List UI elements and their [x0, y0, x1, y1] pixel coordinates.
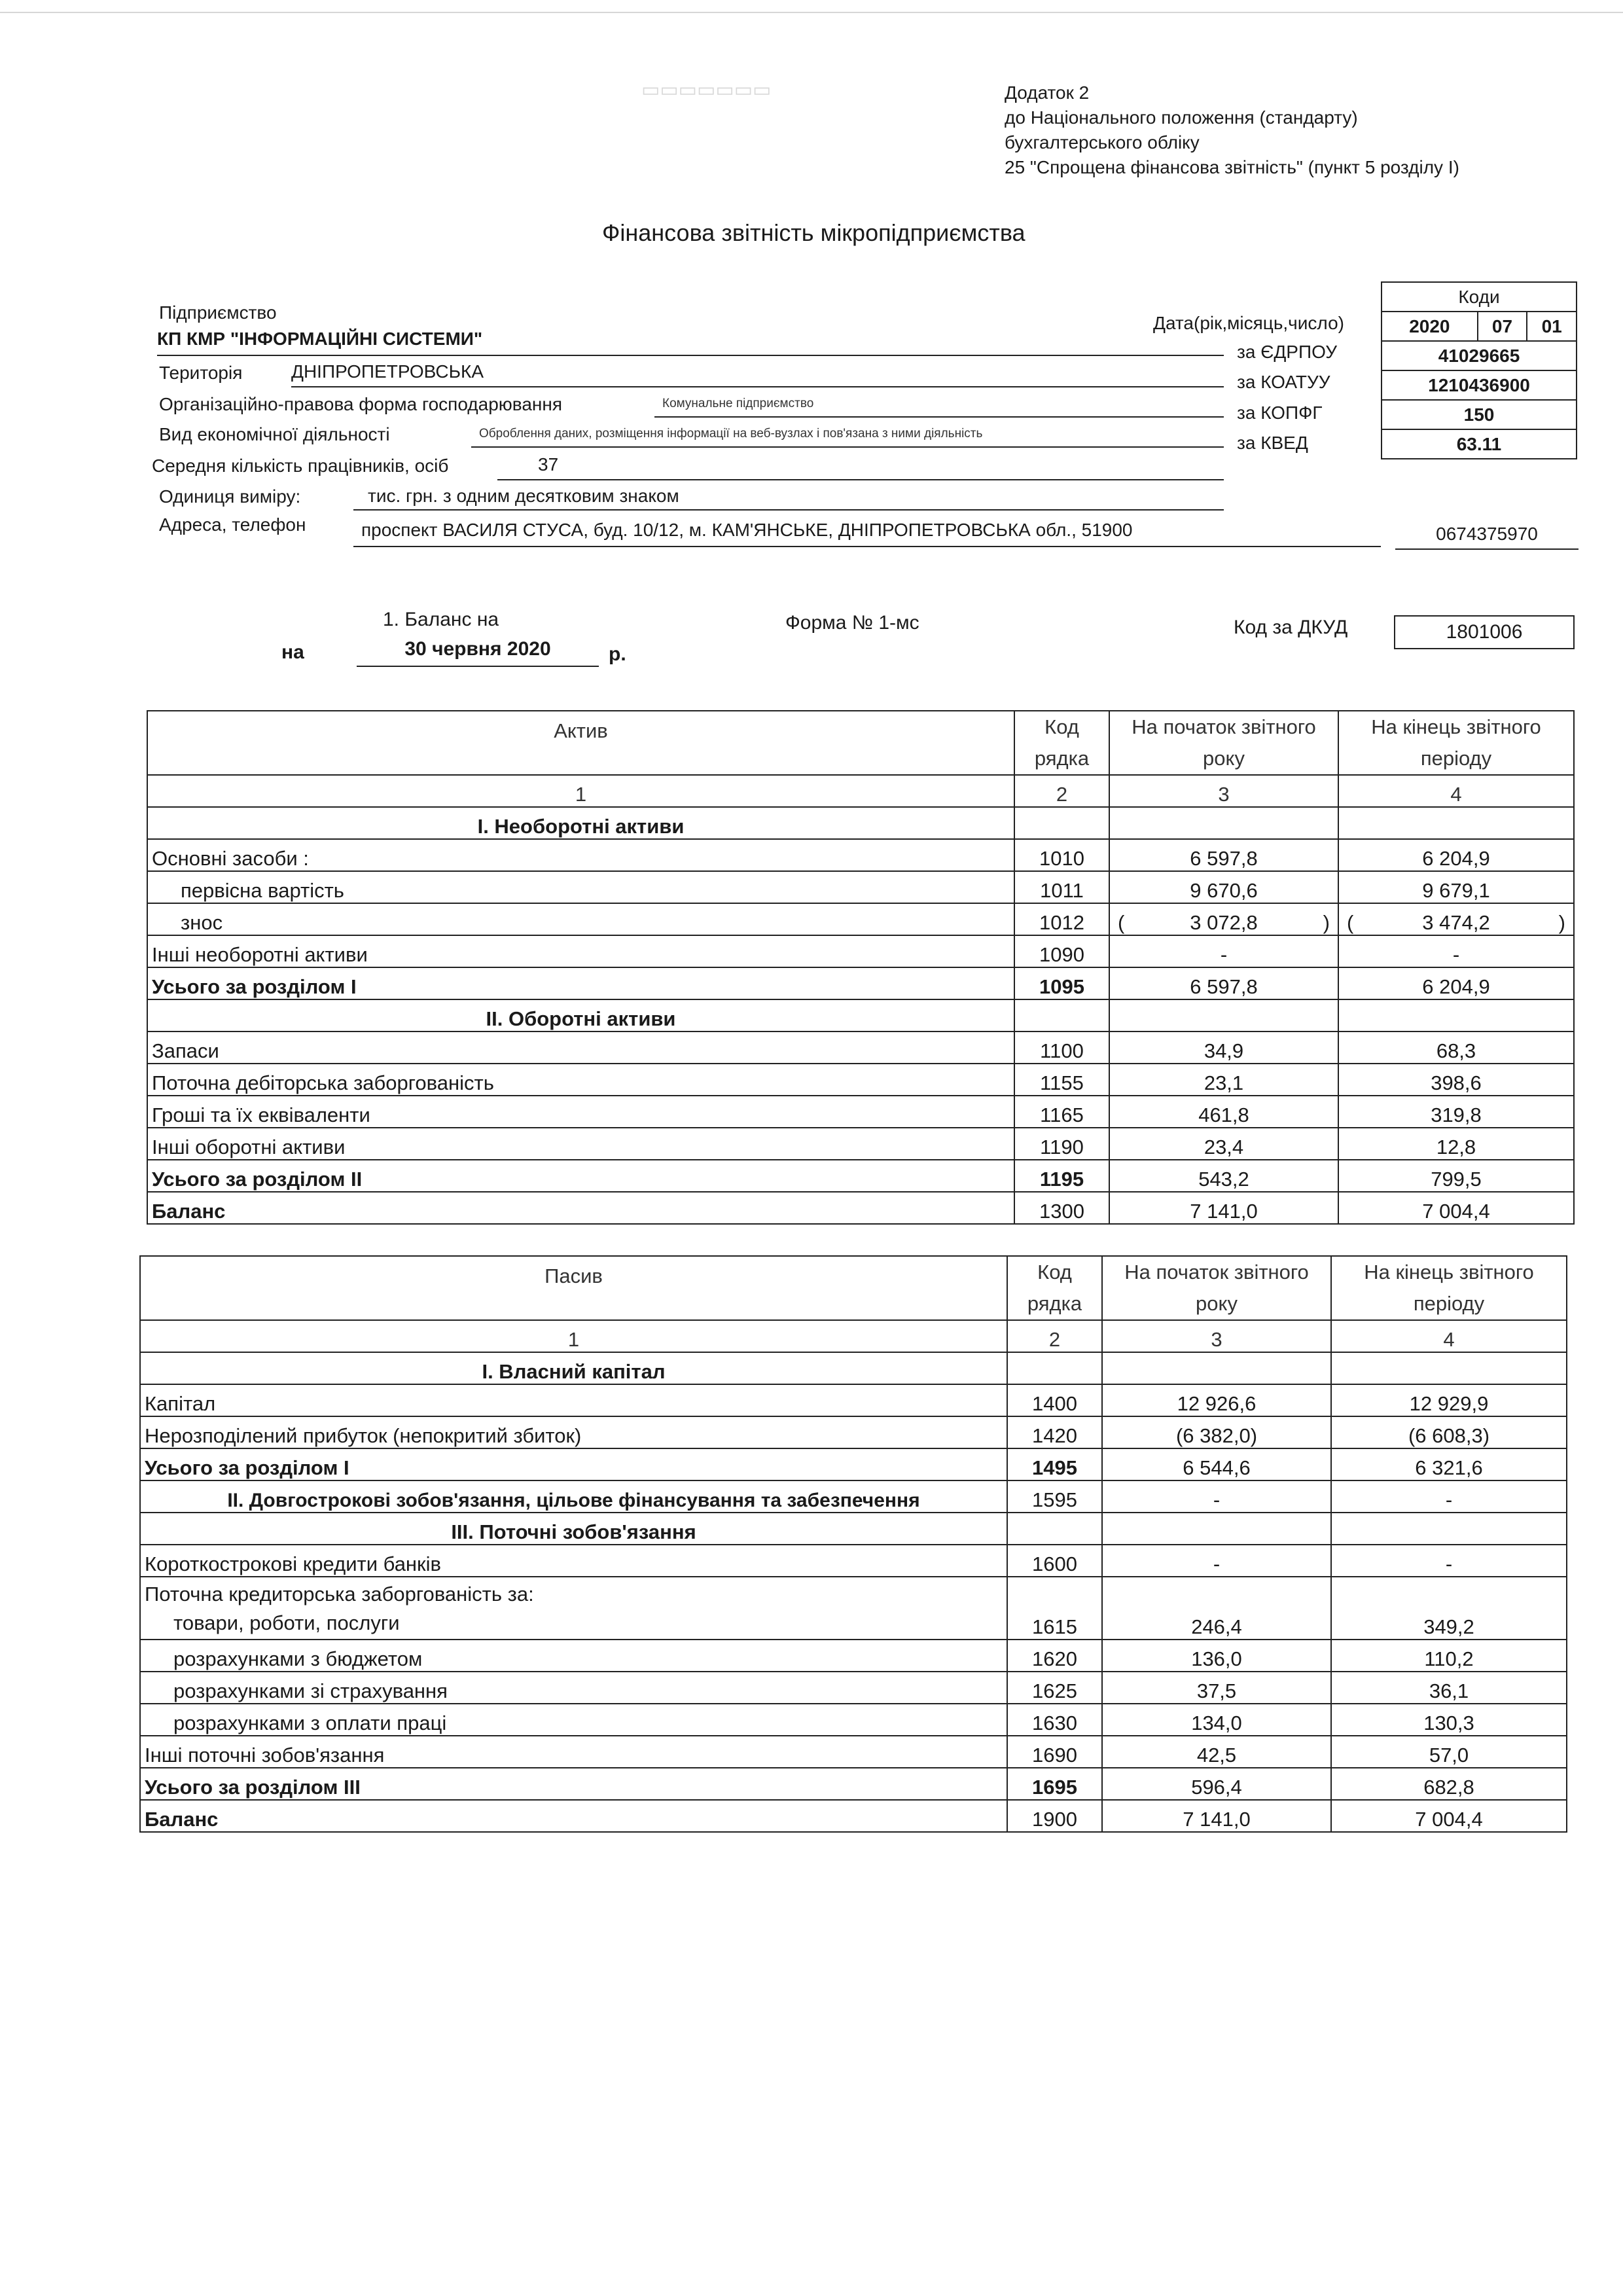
row-start-value: 6 597,8 — [1109, 839, 1338, 871]
total-row — [140, 1768, 1567, 1800]
row-code: 1625 — [1007, 1672, 1102, 1704]
row-end-value: 319,8 — [1338, 1096, 1574, 1128]
row-code: 1010 — [1014, 839, 1109, 871]
edrpou-code: 41029665 — [1382, 341, 1577, 370]
row-code: 1620 — [1007, 1640, 1102, 1672]
balance-date-line — [357, 638, 599, 667]
section-row — [140, 1352, 1567, 1384]
row-name: Короткострокові кредити банків — [140, 1545, 1007, 1577]
table-header-row — [147, 711, 1574, 775]
column-numbers-row — [147, 775, 1574, 807]
section-row — [147, 999, 1574, 1031]
annex-line: до Національного положення (стандарту) — [1005, 107, 1358, 128]
col-header-code: Код рядка — [1007, 1256, 1102, 1320]
row-start-value: 6 597,8 — [1109, 967, 1338, 999]
row-start-value: 37,5 — [1102, 1672, 1331, 1704]
kved-code: 63.11 — [1382, 429, 1577, 459]
row-name: Поточна дебіторська заборгованість — [147, 1064, 1014, 1096]
legal-form-label: Організаційно-правова форма господарювання — [159, 394, 562, 414]
row-end-value: 7 004,4 — [1338, 1192, 1574, 1224]
enterprise-label: Підприємство — [159, 302, 277, 323]
employees-value: 37 — [538, 454, 559, 475]
row-code: 1695 — [1007, 1768, 1102, 1800]
table-row — [140, 1672, 1567, 1704]
paren-close: ) — [1323, 911, 1330, 934]
territory-value: ДНІПРОПЕТРОВСЬКА — [291, 361, 484, 382]
koatuu-code: 1210436900 — [1382, 370, 1577, 400]
activity-line — [471, 427, 1224, 448]
scan-border-line — [0, 12, 1623, 13]
enterprise-name-line — [157, 329, 1224, 356]
table-row — [147, 1064, 1574, 1096]
row-code: 1090 — [1014, 935, 1109, 967]
balance-row — [140, 1800, 1567, 1832]
row-code: 1420 — [1007, 1416, 1102, 1448]
table-row — [147, 935, 1574, 967]
row-start-value: 7 141,0 — [1102, 1800, 1331, 1832]
table-row — [147, 1031, 1574, 1064]
address-label: Адреса, телефон — [159, 514, 306, 535]
row-code: 1011 — [1014, 871, 1109, 903]
address-line — [353, 520, 1381, 547]
row-end-value: 799,5 — [1338, 1160, 1574, 1192]
row-name: Усього за розділом І — [140, 1448, 1007, 1480]
paren-close: ) — [1558, 911, 1565, 934]
paren-open: ( — [1118, 911, 1125, 934]
section-title: ІІ. Оборотні активи — [147, 999, 1014, 1031]
row-start-value: - — [1102, 1545, 1331, 1577]
row-code: 1012 — [1014, 903, 1109, 935]
row-start-value: 461,8 — [1109, 1096, 1338, 1128]
col-number: 1 — [147, 775, 1014, 807]
col-number: 4 — [1331, 1320, 1567, 1352]
table-row — [147, 839, 1574, 871]
total-row — [147, 1160, 1574, 1192]
row-end-value: - — [1331, 1545, 1567, 1577]
row-start-value: 23,4 — [1109, 1128, 1338, 1160]
row-end-value: - — [1331, 1480, 1567, 1513]
row-end-value: 9 679,1 — [1338, 871, 1574, 903]
koatuu-label: за КОАТУУ — [1237, 372, 1330, 392]
employees-line — [497, 454, 1224, 480]
row-start-number: 3 072,8 — [1190, 911, 1258, 934]
row-name: Гроші та їх еквіваленти — [147, 1096, 1014, 1128]
balance-title: 1. Баланс на — [383, 609, 499, 630]
col-header-end: На кінець звітного періоду — [1331, 1256, 1567, 1320]
row-end-value: 12,8 — [1338, 1128, 1574, 1160]
row-end-number: 3 474,2 — [1422, 911, 1490, 934]
row-name: Усього за розділом ІІІ — [140, 1768, 1007, 1800]
page-title: Фінансова звітність мікропідприємства — [602, 219, 1026, 246]
total-row — [147, 967, 1574, 999]
row-end-value: 57,0 — [1331, 1736, 1567, 1768]
row-name: Інші оборотні активи — [147, 1128, 1014, 1160]
row-start-value: 136,0 — [1102, 1640, 1331, 1672]
table-row — [140, 1704, 1567, 1736]
row-name: ІІ. Довгострокові зобов'язання, цільове фінансування та забезпечення — [140, 1480, 1007, 1513]
row-name: Основні засоби : — [147, 839, 1014, 871]
kopfg-code: 150 — [1382, 400, 1577, 429]
row-end-value: 398,6 — [1338, 1064, 1574, 1096]
row-name: первісна вартість — [147, 871, 1014, 903]
table-row — [140, 1736, 1567, 1768]
row-end-value: 36,1 — [1331, 1672, 1567, 1704]
column-numbers-row — [140, 1320, 1567, 1352]
unit-line — [353, 486, 1224, 511]
col-number: 1 — [140, 1320, 1007, 1352]
row-start-value: (6 382,0) — [1102, 1416, 1331, 1448]
unit-value: тис. грн. з одним десятковим знаком — [368, 486, 679, 506]
row-end-value — [1338, 903, 1574, 935]
total-row — [140, 1448, 1567, 1480]
row-start-value: 246,4 — [1102, 1577, 1331, 1640]
balance-row — [147, 1192, 1574, 1224]
phone-line — [1395, 524, 1578, 550]
row-code: 1100 — [1014, 1031, 1109, 1064]
col-number: 2 — [1007, 1320, 1102, 1352]
balance-on: на — [281, 641, 304, 663]
row-start-value: 134,0 — [1102, 1704, 1331, 1736]
liabilities-table — [139, 1255, 1567, 1833]
codes-box — [1381, 281, 1577, 459]
row-end-value: 12 929,9 — [1331, 1384, 1567, 1416]
row-end-value: 6 204,9 — [1338, 967, 1574, 999]
section-title: І. Необоротні активи — [147, 807, 1014, 839]
section-title: ІІІ. Поточні зобов'язання — [140, 1513, 1007, 1545]
row-name: розрахунками з оплати праці — [140, 1704, 1007, 1736]
row-start-value: 12 926,6 — [1102, 1384, 1331, 1416]
paren-open: ( — [1347, 911, 1354, 934]
edrpou-label: за ЄДРПОУ — [1237, 342, 1338, 362]
col-header-code: Код рядка — [1014, 711, 1109, 775]
col-number: 3 — [1109, 775, 1338, 807]
row-start-value: 6 544,6 — [1102, 1448, 1331, 1480]
row-end-value: 682,8 — [1331, 1768, 1567, 1800]
assets-table — [147, 710, 1575, 1225]
col-header-end: На кінець звітного періоду — [1338, 711, 1574, 775]
employees-label: Середня кількість працівників, осіб — [152, 456, 449, 476]
row-name: Інші поточні зобов'язання — [140, 1736, 1007, 1768]
annex-block — [1005, 81, 1459, 180]
table-header-row — [140, 1256, 1567, 1320]
activity-value: Оброблення даних, розміщення інформації на веб-вузлах і пов'язана з ними діяльність — [479, 427, 983, 440]
row-end-value: 130,3 — [1331, 1704, 1567, 1736]
annex-line: бухгалтерського обліку — [1005, 132, 1200, 152]
bleed-through-shadow: ▭▭▭▭▭▭▭ — [641, 79, 772, 101]
date-day: 01 — [1527, 312, 1577, 341]
row-start-value: 34,9 — [1109, 1031, 1338, 1064]
legal-form-value: Комунальне підприємство — [662, 397, 814, 410]
row-code: 1195 — [1014, 1160, 1109, 1192]
row-end-value: 7 004,4 — [1331, 1800, 1567, 1832]
table-row — [140, 1640, 1567, 1672]
row-name: Баланс — [147, 1192, 1014, 1224]
row-name: розрахунками зі страхування — [140, 1672, 1007, 1704]
payables-label: Поточна кредиторська заборгованість за: — [145, 1583, 534, 1605]
row-code: 1095 — [1014, 967, 1109, 999]
row-start-value: - — [1102, 1480, 1331, 1513]
date-label: Дата(рік,місяць,число) — [1153, 313, 1344, 333]
balance-year-suffix: р. — [609, 643, 626, 665]
row-name: Баланс — [140, 1800, 1007, 1832]
territory-line — [291, 361, 1224, 387]
row-name: Запаси — [147, 1031, 1014, 1064]
row-end-value: 349,2 — [1331, 1577, 1567, 1640]
table-row — [140, 1384, 1567, 1416]
legal-form-line — [654, 397, 1224, 418]
enterprise-name: КП КМР "ІНФОРМАЦІЙНІ СИСТЕМИ" — [157, 329, 483, 349]
row-start-value — [1109, 903, 1338, 935]
row-start-value: - — [1109, 935, 1338, 967]
row-code: 1600 — [1007, 1545, 1102, 1577]
table-row — [147, 871, 1574, 903]
col-number: 3 — [1102, 1320, 1331, 1352]
payables-goods-label: товари, роботи, послуги — [173, 1611, 400, 1634]
table-row — [140, 1577, 1567, 1640]
section-row — [140, 1513, 1567, 1545]
row-name: розрахунками з бюджетом — [140, 1640, 1007, 1672]
row-start-value: 42,5 — [1102, 1736, 1331, 1768]
territory-label: Територія — [159, 363, 243, 383]
row-end-value: 110,2 — [1331, 1640, 1567, 1672]
row-end-value: 68,3 — [1338, 1031, 1574, 1064]
row-start-value: 543,2 — [1109, 1160, 1338, 1192]
table-row — [147, 1096, 1574, 1128]
row-name: Усього за розділом ІІ — [147, 1160, 1014, 1192]
row-name: Нерозподілений прибуток (непокритий збиток) — [140, 1416, 1007, 1448]
unit-label: Одиниця виміру: — [159, 486, 301, 507]
row-name: Капітал — [140, 1384, 1007, 1416]
annex-line: Додаток 2 — [1005, 82, 1090, 103]
row-start-value: 7 141,0 — [1109, 1192, 1338, 1224]
balance-date: 30 червня 2020 — [404, 638, 551, 660]
date-month: 07 — [1478, 312, 1527, 341]
col-number: 2 — [1014, 775, 1109, 807]
section-row — [147, 807, 1574, 839]
row-start-value: 23,1 — [1109, 1064, 1338, 1096]
col-number: 4 — [1338, 775, 1574, 807]
row-code: 1155 — [1014, 1064, 1109, 1096]
row-code: 1630 — [1007, 1704, 1102, 1736]
row-end-value: 6 204,9 — [1338, 839, 1574, 871]
row-name — [140, 1577, 1007, 1640]
table-row — [147, 903, 1574, 935]
section-row — [140, 1480, 1567, 1513]
row-code: 1615 — [1007, 1577, 1102, 1640]
annex-line: 25 "Спрощена фінансова звітність" (пункт 5 розділу І) — [1005, 157, 1459, 177]
row-code: 1495 — [1007, 1448, 1102, 1480]
row-code: 1190 — [1014, 1128, 1109, 1160]
table-row — [140, 1545, 1567, 1577]
col-header-name: Пасив — [140, 1256, 1007, 1320]
table-row — [140, 1416, 1567, 1448]
row-end-value: (6 608,3) — [1331, 1416, 1567, 1448]
row-start-value: 9 670,6 — [1109, 871, 1338, 903]
row-end-value: - — [1338, 935, 1574, 967]
codes-header: Коди — [1382, 282, 1577, 312]
dkud-code: 1801006 — [1394, 615, 1575, 649]
row-start-value: 596,4 — [1102, 1768, 1331, 1800]
form-number: Форма № 1-мс — [785, 612, 919, 634]
row-code: 1690 — [1007, 1736, 1102, 1768]
address-value: проспект ВАСИЛЯ СТУСА, буд. 10/12, м. КАМ'ЯНСЬКЕ, ДНІПРОПЕТРОВСЬКА обл., 51900 — [361, 520, 1133, 540]
row-code: 1165 — [1014, 1096, 1109, 1128]
section-title: І. Власний капітал — [140, 1352, 1007, 1384]
row-name: Інші необоротні активи — [147, 935, 1014, 967]
date-year: 2020 — [1382, 312, 1478, 341]
row-code: 1400 — [1007, 1384, 1102, 1416]
phone-value: 0674375970 — [1436, 524, 1538, 544]
row-end-value: 6 321,6 — [1331, 1448, 1567, 1480]
table-row — [147, 1128, 1574, 1160]
row-code: 1595 — [1007, 1480, 1102, 1513]
row-name: Усього за розділом І — [147, 967, 1014, 999]
row-name: знос — [147, 903, 1014, 935]
kopfg-label: за КОПФГ — [1237, 403, 1323, 423]
col-header-start: На початок звітного року — [1109, 711, 1338, 775]
col-header-name: Актив — [147, 711, 1014, 775]
kved-label: за КВЕД — [1237, 433, 1308, 453]
row-code: 1300 — [1014, 1192, 1109, 1224]
col-header-start: На початок звітного року — [1102, 1256, 1331, 1320]
activity-label: Вид економічної діяльності — [159, 424, 390, 444]
dkud-label: Код за ДКУД — [1234, 617, 1348, 638]
row-code: 1900 — [1007, 1800, 1102, 1832]
